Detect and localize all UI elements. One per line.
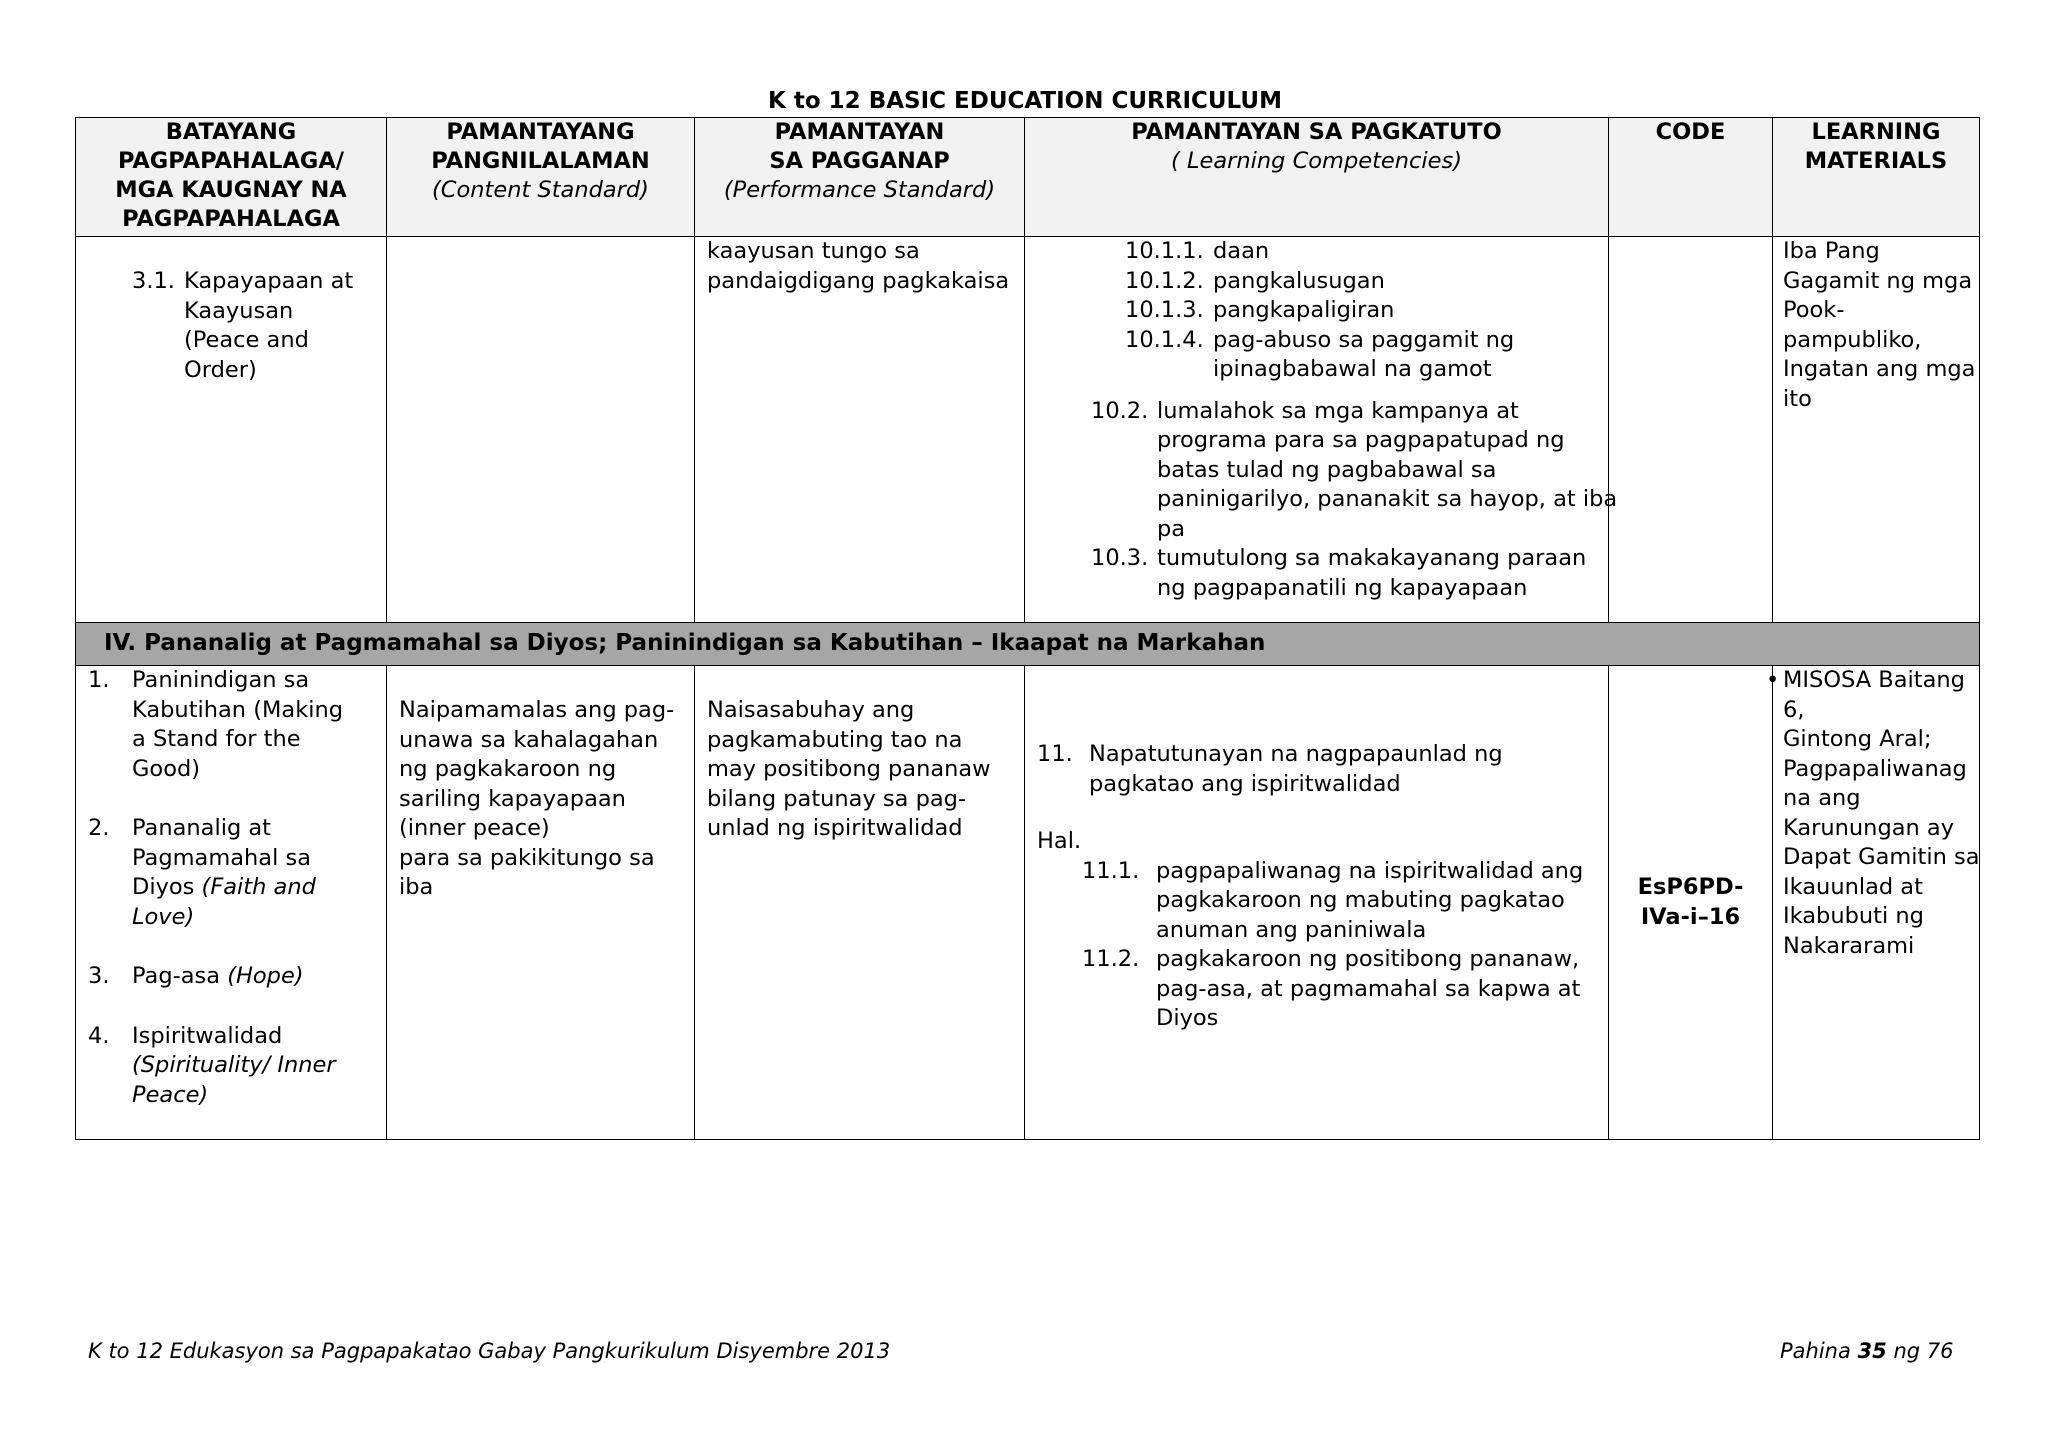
cell-learning-competencies <box>1025 237 1618 623</box>
footer-document-name: K to 12 Edukasyon sa Pagpapakatao Gabay Pangkurikulum Disyembre 2013 <box>88 1339 891 1363</box>
cell-core-value <box>76 237 387 623</box>
list-item: 10.1.1. daan <box>1125 238 1270 264</box>
list-item: 11.2. pagkakaroon ng positibong pananaw, pag-asa, at pagmamahal sa kapwa at Diyos <box>1082 946 1581 1031</box>
list-item: 11.1. pagpapaliwanag na ispiritwalidad ang pagkakaroon ng mabuting pagkatao anuman ang paniniwala <box>1082 857 1584 943</box>
header-performance-standard: PAMANTAYAN SA PAGGANAP (Performance Standard) <box>695 118 1025 237</box>
cell-learning-competencies: 11. Napatutunayan na nagpapaunlad ng pagkatao ang ispiritwalidad Hal. 11.1. pagpapaliwanag na ispiritwalidad ang pagkakaroon ng mabuting pagkatao anuman ang paniniwala 11.2. pagkakaroon ng positibong pananaw, pag-asa, at pagmamahal sa kapwa at Diyos <box>1025 666 1609 1140</box>
list-item: 2. Pananalig at Pagmamahal sa Diyos (Faith and Love) <box>88 815 316 930</box>
cell-code: EsP6PD- IVa-i–16 <box>1609 666 1773 1140</box>
header-code: CODE <box>1609 118 1773 237</box>
list-item: 11. Napatutunayan na nagpapaunlad ng pagkatao ang ispiritwalidad <box>1037 741 1503 797</box>
cell-learning-materials: Iba Pang Gagamit ng mga Pook- pampubliko, Ingatan ang mga ito <box>1773 237 1980 623</box>
cell-content-standard: Naipamamalas ang pag- unawa sa kahalagahan ng pagkakaroon ng sariling kapayapaan (inner peace) para sa pakikitungo sa iba <box>387 666 695 1140</box>
list-item: 1. Paninindigan sa Kabutihan (Making a Stand for the Good) <box>88 667 344 782</box>
table-row <box>76 666 1980 1140</box>
cell-performance-standard: Naisasabuhay ang pagkamabuting tao na may positibong pananaw bilang patunay sa pag- unlad ng ispiritwalidad <box>695 666 1025 1140</box>
list-item: 4. Ispiritwalidad (Spirituality/ Inner Peace) <box>88 1022 336 1108</box>
cell-learning-materials: • MISOSA Baitang 6, Gintong Aral; Pagpapaliwanag na ang Karunungan ay Dapat Gamitin sa Ikauunlad at Ikabubuti ng Nakararami <box>1773 666 1980 1140</box>
footer-page-number: Pahina 35 ng 76 <box>1780 1339 1954 1363</box>
header-batayang-pagpapahalaga: BATAYANG PAGPAPAHALAGA/ MGA KAUGNAY NA PAGPAPAHALAGA <box>76 118 387 237</box>
header-learning-materials: LEARNING MATERIALS <box>1773 118 1980 237</box>
table-row <box>76 237 1980 623</box>
list-item: 10.1.4. pag-abuso sa paggamit ng ipinagbabawal na gamot <box>1125 326 1515 382</box>
header-learning-competencies: PAMANTAYAN SA PAGKATUTO ( Learning Competencies) <box>1025 118 1609 237</box>
list-item: 10.1.3. pangkapaligiran <box>1125 297 1395 323</box>
list-item: 3.1. Kapayapaan at Kaayusan (Peace and Order) <box>132 268 354 383</box>
curriculum-table <box>75 117 1980 1140</box>
list-item: 10.3. tumutulong sa makakayanang paraan ng pagpapanatili ng kapayapaan <box>1091 545 1587 601</box>
header-row <box>76 118 1980 237</box>
quarter-heading: IV. Pananalig at Pagmamahal sa Diyos; Paninindigan sa Kabutihan – Ikaapat na Markahan <box>76 623 1980 666</box>
cell-performance-standard: kaayusan tungo sa pandaigdigang pagkakaisa <box>695 237 1025 623</box>
list-item: 10.1.2. pangkalusugan <box>1125 267 1385 294</box>
document-title: K to 12 BASIC EDUCATION CURRICULUM <box>768 88 1282 114</box>
list-item: 10.2. lumalahok sa mga kampanya at programa para sa pagpapatupad ng batas tulad ng pagbabawal sa paninigarilyo, pananakit sa hayop, at iba pa <box>1091 397 1618 542</box>
list-item: 3. Pag-asa (Hope) <box>88 963 304 989</box>
cell-code <box>1609 237 1773 623</box>
cell-core-value <box>76 666 387 1140</box>
cell-content-standard <box>387 237 695 623</box>
header-content-standard: PAMANTAYANG PANGNILALAMAN (Content Standard) <box>387 118 695 237</box>
bullet-icon: • <box>1766 667 1780 693</box>
quarter-heading-row <box>76 623 1980 666</box>
